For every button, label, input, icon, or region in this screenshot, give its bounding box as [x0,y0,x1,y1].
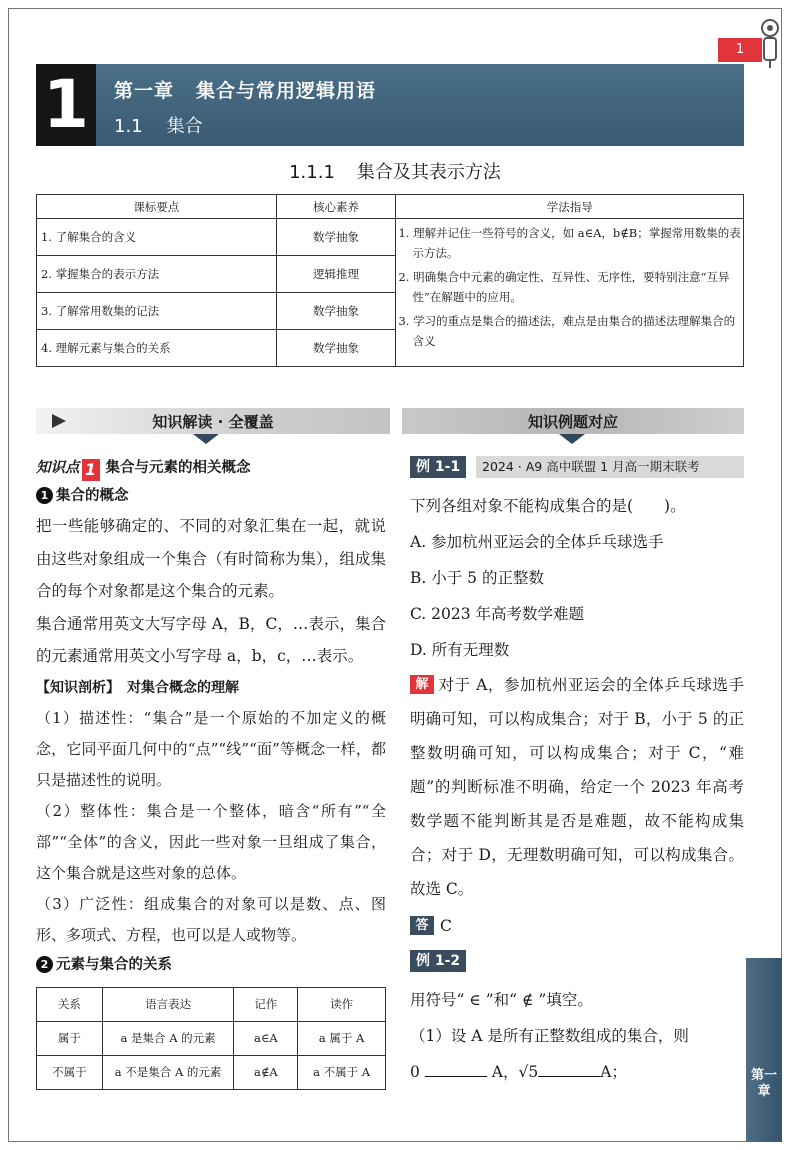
table-cell: a∉A [234,1055,298,1089]
chapter-title: 第一章 集合与常用逻辑用语 [114,80,377,102]
table-cell: a 属于 A [298,1021,386,1055]
number-circle-icon: 2 [36,956,53,973]
pushpin-icon [758,18,782,70]
banner-title: 知识解读 · 全覆盖 [152,413,274,431]
header-cell: 核心素养 [276,195,396,219]
header-cell: 学法指导 [396,195,744,219]
option-d: D. 所有无理数 [410,641,510,659]
guidance-item: 1. 理解并记住一些符号的含义，如 a∈A，b∉B；掌握常用数集的表示方法。 [398,226,741,260]
paragraph: 把一些能够确定的、不同的对象汇集在一起，就说由这些对象组成一个集合（有时简称为集），组成集合的每个对象都是这个集合的元素。 [36,517,386,600]
table-cell: a∈A [234,1021,298,1055]
guidance-cell [396,219,744,367]
header-cell: 关系 [37,987,103,1021]
answer-tag: 答 [410,916,434,935]
core-cell: 数学抽象 [276,330,396,367]
subheading-relation: 2 元素与集合的关系 [36,951,386,979]
solution-text: 解 对于 A，参加杭州亚运会的全体乒乓球选手明确可知，可以构成集合；对于 B，小于 5 的正整数明确可知，可以构成集合；对于 C，“难题”的判断标准不明确，给定一个 2023 年高考数学题不能判断其是否是难题，故不能构成集合；对于 D，无理数明确可知，可以构成集合。故选 C。 [410,676,744,898]
table-cell: 属于 [37,1021,103,1055]
chevron-down-icon [193,434,219,444]
header-cell: 语言表达 [102,987,234,1021]
banner-title: 知识例题对应 [527,413,618,431]
example-tag: 例 1-1 [410,456,466,478]
question-text: 下列各组对象不能构成集合的是( )。 [410,497,686,515]
knowledge-column [36,456,386,1090]
table-cell: a 是集合 A 的元素 [102,1021,234,1055]
point-cell: 1. 了解集合的含义 [37,219,277,256]
knowledge-point-heading: 知识点 1 集合与元素的相关概念 [36,460,251,479]
header-cell: 记作 [234,987,298,1021]
example-heading [410,456,744,482]
solution-tag: 解 [410,675,434,694]
table-cell: a 不属于 A [298,1055,386,1089]
point-cell: 2. 掌握集合的表示方法 [37,256,277,293]
side-tab-label: 第一章 [750,1068,777,1099]
knowledge-banner [36,408,390,434]
fill-in-line: 0 A，√5 A； [410,1063,627,1081]
chapter-side-tab [746,958,782,1142]
example-tag: 例 1-2 [410,950,466,972]
subsection-title: 1.1.1 集合及其表示方法 [289,162,501,183]
paragraph: （3）广泛性：组成集合的对象可以是数、点、图形、多项式、方程，也可以是人或物等。 [36,894,386,944]
core-cell: 数学抽象 [276,219,396,256]
table-row [37,219,744,256]
core-cell: 逻辑推理 [276,256,396,293]
section-heading: 1.1 集合 [114,116,203,137]
subheading-concept: 1 集合的概念 [36,482,386,510]
answer-line: 答 C [410,908,744,944]
example-heading [410,950,744,976]
answer-blank[interactable] [538,1063,600,1077]
answer-blank[interactable] [425,1063,487,1077]
core-cell: 数学抽象 [276,293,396,330]
examples-banner [402,408,744,434]
table-row [37,1021,386,1055]
requirements-table [36,194,744,367]
chapter-number: 1 [36,64,96,146]
table-header-row [37,195,744,219]
table-row [37,1055,386,1089]
table-header-row [37,987,386,1021]
relation-table [36,987,386,1090]
page-number: 1 [718,38,762,62]
point-cell: 4. 理解元素与集合的关系 [37,330,277,367]
table-cell: a 不是集合 A 的元素 [102,1055,234,1089]
option-a: A. 参加杭州亚运会的全体乒乓球选手 [410,533,664,551]
chapter-header [96,64,744,146]
header-cell: 课标要点 [37,195,277,219]
question-part: （1）设 A 是所有正整数组成的集合，则 [410,1027,689,1045]
question-text: 用符号“ ∈ ”和“ ∉ ”填空。 [410,991,593,1009]
knowledge-number-badge: 1 [82,459,100,481]
table-cell: 不属于 [37,1055,103,1089]
option-c: C. 2023 年高考数学难题 [410,605,585,623]
example-source: 2024 · A9 高中联盟 1 月高一期末联考 [476,456,744,478]
analysis-heading: 【知识剖析】 对集合概念的理解 [36,679,239,696]
paragraph: （2）整体性：集合是一个整体，暗含“所有”“全部”“全体”的含义，因此一些对象一旦组成了集合，这个集合就是这些对象的总体。 [36,801,386,882]
option-b: B. 小于 5 的正整数 [410,569,544,587]
examples-column [410,456,744,1090]
paragraph: 集合通常用英文大写字母 A，B，C，…表示，集合的元素通常用英文小写字母 a，b，c，…表示。 [36,614,386,665]
point-cell: 3. 了解常用数集的记法 [37,293,277,330]
header-cell: 读作 [298,987,386,1021]
chevron-down-icon [559,434,585,444]
number-circle-icon: 1 [36,487,53,504]
guidance-item: 2. 明确集合中元素的确定性、互异性、无序性，要特别注意“互异性”在解题中的应用。 [398,270,730,304]
paragraph: （1）描述性：“集合”是一个原始的不加定义的概念，它同平面几何中的“点”“线”“面”等概念一样，都只是描述性的说明。 [36,708,386,789]
guidance-item: 3. 学习的重点是集合的描述法，难点是由集合的描述法理解集合的含义 [398,314,736,348]
